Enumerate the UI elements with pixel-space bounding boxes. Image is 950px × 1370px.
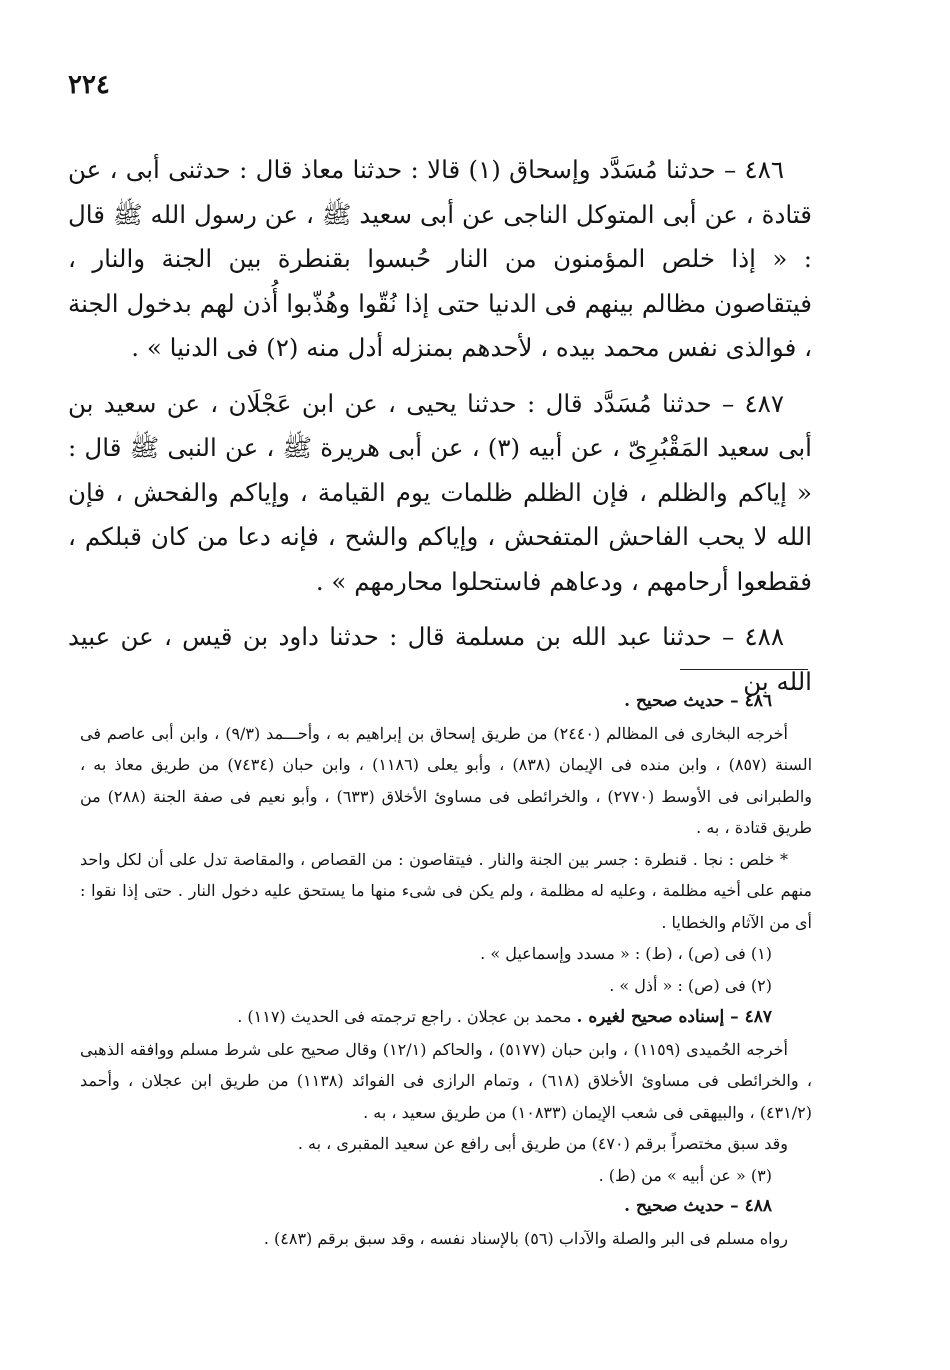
footnote-487-previous: وقد سبق مختصراً برقم (٤٧٠) من طريق أبى رافع عن سعيد المقبرى ، به . [297, 1134, 788, 1153]
footnotes [80, 686, 812, 1254]
footnote-487-grade-note: محمد بن عجلان . راجع ترجمته فى الحديث (١١٧) . [237, 1007, 577, 1026]
footnote-divider [680, 669, 808, 670]
hadith-486: ٤٨٦ – حدثنا مُسَدَّد وإسحاق (١) قالا : حدثنا معاذ قال : حدثنى أبى ، عن قتادة ، عن أبى المتوكل الناجى عن أبى سعيد ﷺ ، عن رسول الله ﷺ قال : « إذا خلص المؤمنون من النار حُبسوا بقنطرة بين الجنة والنار ، فيتقاصون مظالم بينهم فى الدنيا حتى إذا نُقّوا وهُذّبوا أُذن لهم بدخول الجنة ، فوالذى نفس محمد بيده ، لأحدهم بمنزله أدل منه (٢) فى الدنيا » . [68, 155, 812, 362]
footnote-487-takhrij: أخرجه الحُميدى (١١٥٩) ، وابن حبان (٥١٧٧) ، والحاكم (١٢/١) وقال صحيح على شرط مسلم ووافقه الذهبى ، والخرائطى فى مساوئ الأخلاق (٦١٨) ، وتمام الرازى فى الفوائد (١١٣٨) من طريق ابن عجلان ، وأحمد (٤٣١/٢) ، والبيهقى فى شعب الإيمان (١٠٨٣٣) من طريق سعيد ، به . [80, 1039, 812, 1122]
hadith-487: ٤٨٧ – حدثنا مُسَدَّد قال : حدثنا يحيى ، عن ابن عَجْلَان ، عن سعيد بن أبى سعيد المَقْبُرِىّ ، عن أبيه (٣) ، عن أبى هريرة ﷺ ، عن النبى ﷺ قال : « إياكم والظلم ، فإن الظلم ظلمات يوم القيامة ، وإياكم والفحش ، فإن الله لا يحب الفاحش المتفحش ، وإياكم والشح ، فإنه دعا من كان قبلكم ، فقطعوا أرحامهم ، ودعاهم فاستحلوا محارمهم » . [68, 388, 812, 596]
footnote-3: (٣) « عن أبيه » من (ط) . [598, 1165, 772, 1185]
main-text [68, 148, 812, 715]
footnote-2: (٢) فى (ص) : « أذل » . [609, 975, 772, 995]
footnote-486-takhrij: أخرجه البخارى فى المظالم (٢٤٤٠) من طريق إسحاق بن إبراهيم به ، وأحـــمد (٩/٣) ، وابن أبى عاصم فى السنة (٨٥٧) ، وابن منده فى الإيمان (٨٣٨) ، وأبو يعلى (١١٨٦) ، وابن حبان (٧٤٣٤) من طريق معاذ به ، والطبرانى فى الأوسط (٢٧٧٠) ، والخرائطى فى مساوئ الأخلاق (٦٣٣) ، وأبو نعيم فى صفة الجنة (٢٨٨) من طريق قتادة ، به . [80, 723, 813, 837]
hadith-488: ٤٨٨ – حدثنا عبد الله بن مسلمة قال : حدثنا داود بن قيس ، عن عبيد الله بن [68, 622, 812, 696]
footnote-486-gharib: * خلص : نجا . قنطرة : جسر بين الجنة والنار . فيتقاصون : من القصاص ، والمقاصة تدل على أن لكل واحد منهم على أخيه مظلمة ، وعليه له مظلمة ، ولم يكن فى شىء منها ما يستحق عليه دخول النار . حتى إذا نقوا : أى من الآثام والخطايا . [80, 849, 813, 932]
footnote-486-grade: ٤٨٦ – حديث صحيح . [624, 691, 772, 711]
footnote-488-grade: ٤٨٨ – حديث صحيح . [624, 1196, 772, 1216]
footnote-488-text: رواه مسلم فى البر والصلة والآداب (٥٦) بالإسناد نفسه ، وقد سبق برقم (٤٨٣) . [263, 1228, 788, 1248]
page-number: ٢٢٤ [68, 70, 110, 100]
footnote-487-grade [80, 1001, 812, 1034]
footnote-487-grade-label: ٤٨٧ – إسناده صحيح لغيره . [576, 1007, 772, 1027]
footnote-1: (١) فى (ص) ، (ط) : « مسدد وإسماعيل » . [480, 944, 772, 963]
